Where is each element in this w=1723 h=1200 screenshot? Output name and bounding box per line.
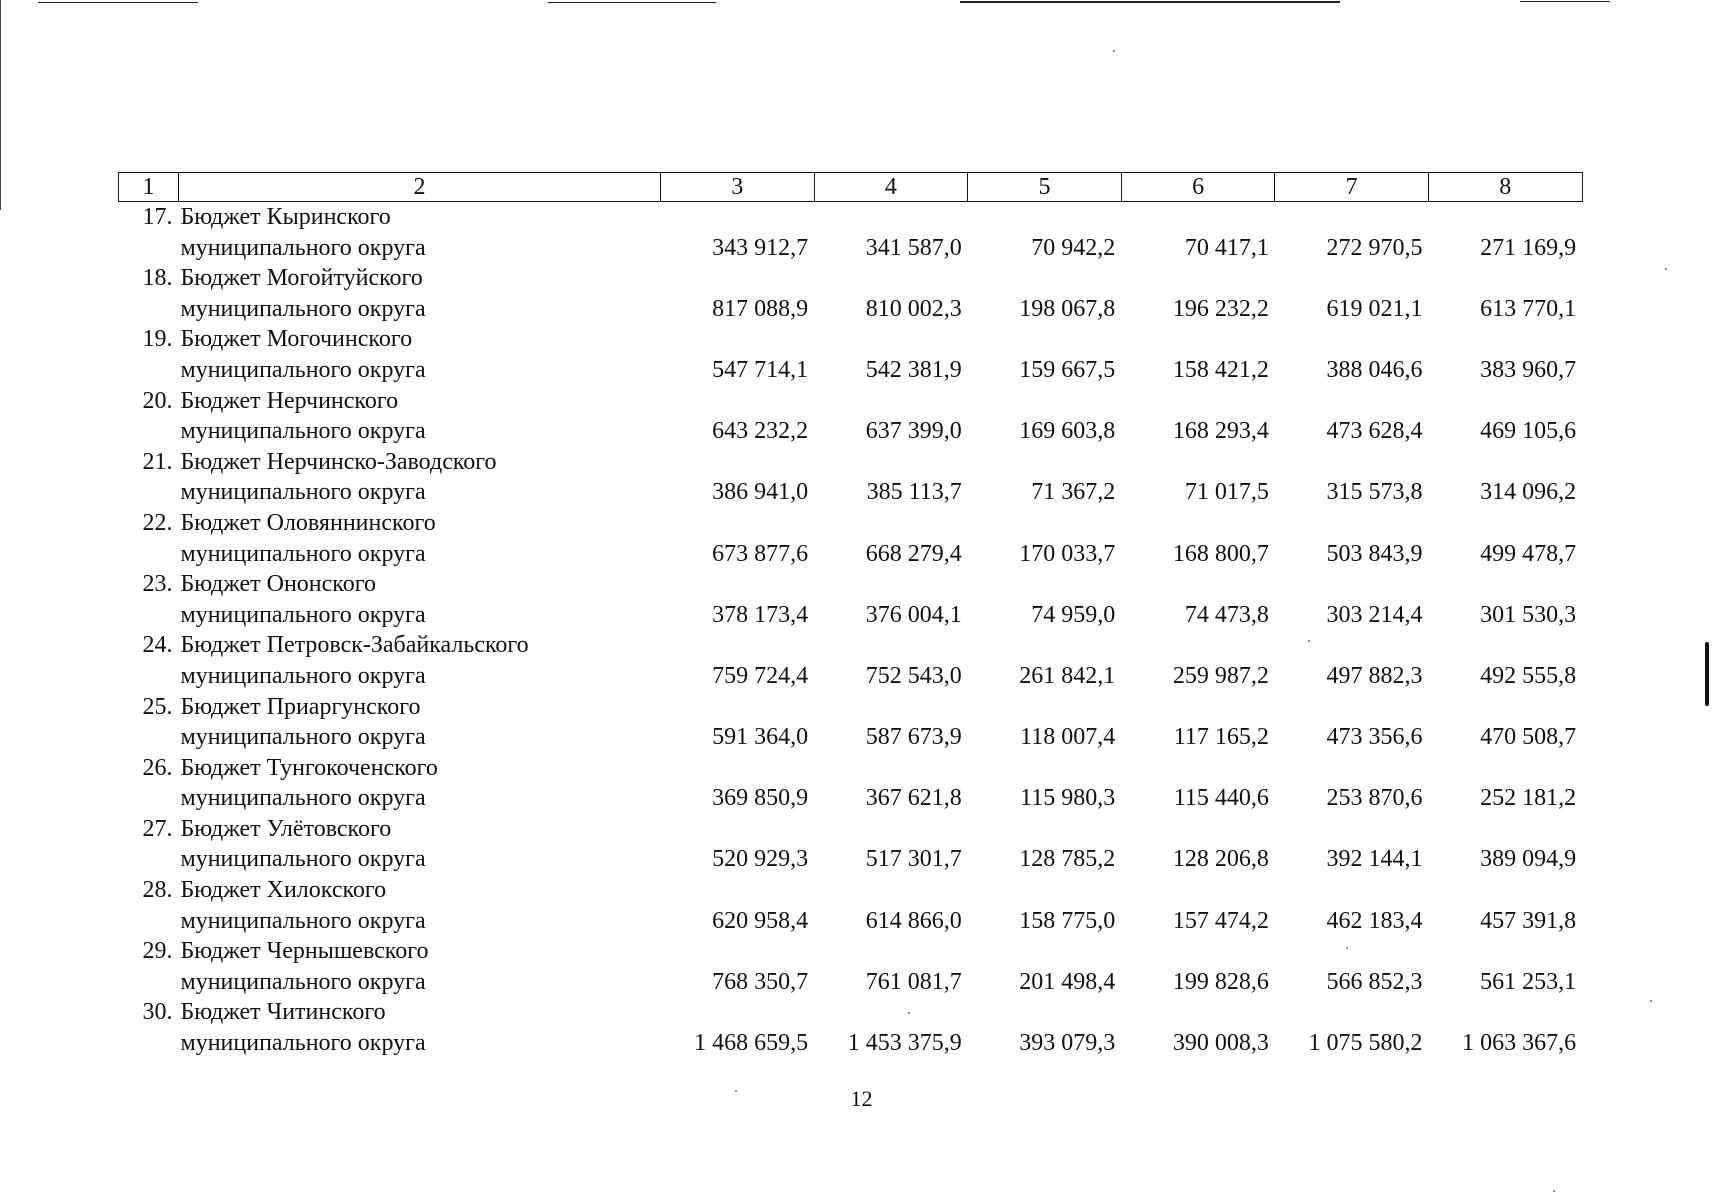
table-row-title xyxy=(119,202,1583,233)
value-cell: 470 508,7 xyxy=(1480,724,1577,751)
table-row-title xyxy=(119,324,1583,355)
value-cell: 74 473,8 xyxy=(1184,601,1269,628)
row-index-spacer xyxy=(119,906,179,937)
value-cell: 499 478,7 xyxy=(1480,540,1577,567)
row-index-spacer xyxy=(119,539,179,570)
budget-name-continuation: муниципального округа xyxy=(180,540,426,567)
table-header-row xyxy=(119,173,1583,202)
table-row-title xyxy=(119,630,1583,661)
value-cell: 159 667,5 xyxy=(1019,356,1116,383)
value-cell: 301 530,3 xyxy=(1480,601,1577,628)
value-cell: 492 555,8 xyxy=(1480,662,1577,689)
value-cell: 383 960,7 xyxy=(1480,356,1577,383)
budget-name: Бюджет Хилокского xyxy=(180,877,387,904)
value-cell: 1 468 659,5 xyxy=(694,1030,809,1057)
budget-name-continuation: муниципального округа xyxy=(180,601,426,628)
value-cell: 259 987,2 xyxy=(1172,662,1269,689)
value-cell: 253 870,6 xyxy=(1326,785,1423,812)
value-cell: 378 173,4 xyxy=(712,601,809,628)
table-row-title xyxy=(119,447,1583,478)
value-cell: 761 081,7 xyxy=(865,968,962,995)
budget-name: Бюджет Нерчинско-Заводского xyxy=(180,448,497,475)
table-row-values xyxy=(119,233,1583,264)
budget-name-continuation: муниципального округа xyxy=(180,479,426,506)
value-cell: 393 079,3 xyxy=(1019,1030,1116,1057)
table-row-values xyxy=(119,355,1583,386)
table-row-values xyxy=(119,844,1583,875)
value-cell: 473 628,4 xyxy=(1326,418,1423,445)
row-index: 18. xyxy=(142,265,173,292)
value-cell: 376 004,1 xyxy=(865,601,962,628)
value-cell: 369 850,9 xyxy=(712,785,809,812)
table-row-values xyxy=(119,1028,1583,1059)
value-cell: 668 279,4 xyxy=(865,540,962,567)
table-row-title xyxy=(119,814,1583,845)
table-row-title xyxy=(119,936,1583,967)
budget-name-continuation: муниципального округа xyxy=(180,785,426,812)
row-index-spacer xyxy=(119,233,179,264)
column-header: 8 xyxy=(1428,173,1582,202)
row-index: 26. xyxy=(142,754,173,781)
row-index: 17. xyxy=(142,204,173,230)
column-header: 2 xyxy=(179,173,661,202)
value-cell: 587 673,9 xyxy=(865,724,962,751)
value-cell: 503 843,9 xyxy=(1326,540,1423,567)
value-cell: 303 214,4 xyxy=(1326,601,1423,628)
value-cell: 314 096,2 xyxy=(1480,479,1577,506)
row-index: 25. xyxy=(142,693,173,720)
value-cell: 386 941,0 xyxy=(712,479,809,506)
column-header: 1 xyxy=(119,173,179,202)
budget-name: Бюджет Читинского xyxy=(180,999,386,1026)
value-cell: 252 181,2 xyxy=(1480,785,1577,812)
value-cell: 157 474,2 xyxy=(1172,907,1269,934)
row-index: 22. xyxy=(142,509,173,536)
scan-line xyxy=(548,2,716,3)
row-index: 19. xyxy=(142,326,173,353)
row-index-spacer xyxy=(119,294,179,325)
budget-name: Бюджет Кыринского xyxy=(180,204,391,230)
value-cell: 390 008,3 xyxy=(1172,1030,1269,1057)
budget-name-continuation: муниципального округа xyxy=(180,418,426,445)
page-number: 12 xyxy=(850,1086,873,1111)
value-cell: 199 828,6 xyxy=(1172,968,1269,995)
table-row-title xyxy=(119,753,1583,784)
budget-name: Бюджет Улётовского xyxy=(180,815,392,842)
value-cell: 70 942,2 xyxy=(1031,234,1116,261)
row-index-spacer xyxy=(119,722,179,753)
scan-line xyxy=(38,2,198,3)
value-cell: 71 367,2 xyxy=(1031,479,1116,506)
value-cell: 367 621,8 xyxy=(865,785,962,812)
value-cell: 115 980,3 xyxy=(1020,785,1116,812)
table-row-values xyxy=(119,294,1583,325)
budget-name: Бюджет Петровск-Забайкальского xyxy=(180,632,529,659)
budget-name-continuation: муниципального округа xyxy=(180,356,426,383)
value-cell: 158 421,2 xyxy=(1172,356,1269,383)
value-cell: 168 800,7 xyxy=(1172,540,1269,567)
row-index: 28. xyxy=(142,877,173,904)
budget-name-continuation: муниципального округа xyxy=(180,295,426,322)
row-index: 29. xyxy=(142,938,173,965)
value-cell: 462 183,4 xyxy=(1326,907,1423,934)
column-header: 5 xyxy=(968,173,1122,202)
value-cell: 1 075 580,2 xyxy=(1308,1030,1423,1057)
value-cell: 759 724,4 xyxy=(712,662,809,689)
value-cell: 542 381,9 xyxy=(865,356,962,383)
budget-name: Бюджет Чернышевского xyxy=(180,938,429,965)
value-cell: 547 714,1 xyxy=(712,356,809,383)
table-row-title xyxy=(119,875,1583,906)
value-cell: 620 958,4 xyxy=(712,907,809,934)
scan-line xyxy=(1520,1,1610,2)
table-row-values xyxy=(119,416,1583,447)
budget-name: Бюджет Оловяннинского xyxy=(180,509,436,536)
scan-edge xyxy=(0,0,1,210)
value-cell: 561 253,1 xyxy=(1480,968,1577,995)
table-body xyxy=(119,202,1583,1059)
value-cell: 201 498,4 xyxy=(1019,968,1116,995)
value-cell: 315 573,8 xyxy=(1326,479,1423,506)
budget-name-continuation: муниципального округа xyxy=(180,846,426,873)
value-cell: 388 046,6 xyxy=(1326,356,1423,383)
value-cell: 1 063 367,6 xyxy=(1462,1030,1577,1057)
table-row-title xyxy=(119,386,1583,417)
value-cell: 1 453 375,9 xyxy=(847,1030,962,1057)
table-row-values xyxy=(119,477,1583,508)
value-cell: 70 417,1 xyxy=(1184,234,1269,261)
scan-dot xyxy=(1553,1190,1555,1192)
row-index-spacer xyxy=(119,600,179,631)
value-cell: 115 440,6 xyxy=(1173,785,1269,812)
value-cell: 614 866,0 xyxy=(865,907,962,934)
scan-mark xyxy=(1705,642,1709,706)
scan-dot xyxy=(1650,1000,1652,1002)
budget-table xyxy=(118,172,1583,1059)
scan-line xyxy=(960,1,1340,3)
value-cell: 389 094,9 xyxy=(1480,846,1577,873)
value-cell: 170 033,7 xyxy=(1019,540,1116,567)
scan-dot xyxy=(1665,268,1667,270)
value-cell: 520 929,3 xyxy=(712,846,809,873)
table-row-values xyxy=(119,783,1583,814)
table-row-title xyxy=(119,997,1583,1028)
row-index: 27. xyxy=(142,815,173,842)
value-cell: 118 007,4 xyxy=(1020,724,1116,751)
value-cell: 591 364,0 xyxy=(712,724,809,751)
value-cell: 128 785,2 xyxy=(1019,846,1116,873)
value-cell: 469 105,6 xyxy=(1480,418,1577,445)
value-cell: 817 088,9 xyxy=(712,295,809,322)
row-index-spacer xyxy=(119,416,179,447)
budget-name-continuation: муниципального округа xyxy=(180,1030,426,1057)
table-row-title xyxy=(119,569,1583,600)
budget-name-continuation: муниципального округа xyxy=(180,234,426,261)
table-row-values xyxy=(119,600,1583,631)
budget-name-continuation: муниципального округа xyxy=(180,907,426,934)
value-cell: 198 067,8 xyxy=(1019,295,1116,322)
value-cell: 117 165,2 xyxy=(1173,724,1269,751)
value-cell: 497 882,3 xyxy=(1326,662,1423,689)
row-index-spacer xyxy=(119,355,179,386)
value-cell: 566 852,3 xyxy=(1326,968,1423,995)
row-index: 20. xyxy=(142,387,173,414)
table-row-values xyxy=(119,722,1583,753)
value-cell: 768 350,7 xyxy=(712,968,809,995)
row-index-spacer xyxy=(119,783,179,814)
budget-name-continuation: муниципального округа xyxy=(180,724,426,751)
column-header: 6 xyxy=(1121,173,1275,202)
value-cell: 343 912,7 xyxy=(712,234,809,261)
value-cell: 168 293,4 xyxy=(1172,418,1269,445)
row-index: 21. xyxy=(142,448,173,475)
row-index-spacer xyxy=(119,967,179,998)
value-cell: 673 877,6 xyxy=(712,540,809,567)
value-cell: 457 391,8 xyxy=(1480,907,1577,934)
value-cell: 169 603,8 xyxy=(1019,418,1116,445)
value-cell: 613 770,1 xyxy=(1480,295,1577,322)
value-cell: 158 775,0 xyxy=(1019,907,1116,934)
row-index: 30. xyxy=(142,999,173,1026)
column-header: 3 xyxy=(661,173,815,202)
row-index-spacer xyxy=(119,661,179,692)
budget-name: Бюджет Могойтуйского xyxy=(180,265,423,292)
value-cell: 74 959,0 xyxy=(1031,601,1116,628)
value-cell: 196 232,2 xyxy=(1172,295,1269,322)
budget-name: Бюджет Нерчинского xyxy=(180,387,399,414)
value-cell: 643 232,2 xyxy=(712,418,809,445)
row-index-spacer xyxy=(119,1028,179,1059)
row-index-spacer xyxy=(119,477,179,508)
value-cell: 385 113,7 xyxy=(866,479,962,506)
budget-name: Бюджет Приаргунского xyxy=(180,693,421,720)
budget-name-continuation: муниципального округа xyxy=(180,662,426,689)
row-index-spacer xyxy=(119,844,179,875)
value-cell: 71 017,5 xyxy=(1184,479,1269,506)
value-cell: 473 356,6 xyxy=(1326,724,1423,751)
row-index: 24. xyxy=(142,632,173,659)
value-cell: 341 587,0 xyxy=(865,234,962,261)
table-row-values xyxy=(119,967,1583,998)
table-row-title xyxy=(119,508,1583,539)
table-row-values xyxy=(119,539,1583,570)
table-row-values xyxy=(119,661,1583,692)
value-cell: 128 206,8 xyxy=(1172,846,1269,873)
scan-dot xyxy=(1113,50,1115,52)
value-cell: 752 543,0 xyxy=(865,662,962,689)
table-row-title xyxy=(119,692,1583,723)
table-row-values xyxy=(119,906,1583,937)
table-row-title xyxy=(119,263,1583,294)
row-index: 23. xyxy=(142,571,173,598)
budget-name-continuation: муниципального округа xyxy=(180,968,426,995)
value-cell: 810 002,3 xyxy=(865,295,962,322)
column-header: 7 xyxy=(1275,173,1429,202)
value-cell: 272 970,5 xyxy=(1326,234,1423,261)
budget-name: Бюджет Ононского xyxy=(180,571,376,598)
value-cell: 392 144,1 xyxy=(1326,846,1423,873)
value-cell: 637 399,0 xyxy=(865,418,962,445)
value-cell: 517 301,7 xyxy=(865,846,962,873)
column-header: 4 xyxy=(814,173,968,202)
value-cell: 261 842,1 xyxy=(1019,662,1116,689)
budget-name: Бюджет Могочинского xyxy=(180,326,413,353)
budget-name: Бюджет Тунгокоченского xyxy=(180,754,438,781)
value-cell: 619 021,1 xyxy=(1326,295,1423,322)
value-cell: 271 169,9 xyxy=(1480,234,1577,261)
